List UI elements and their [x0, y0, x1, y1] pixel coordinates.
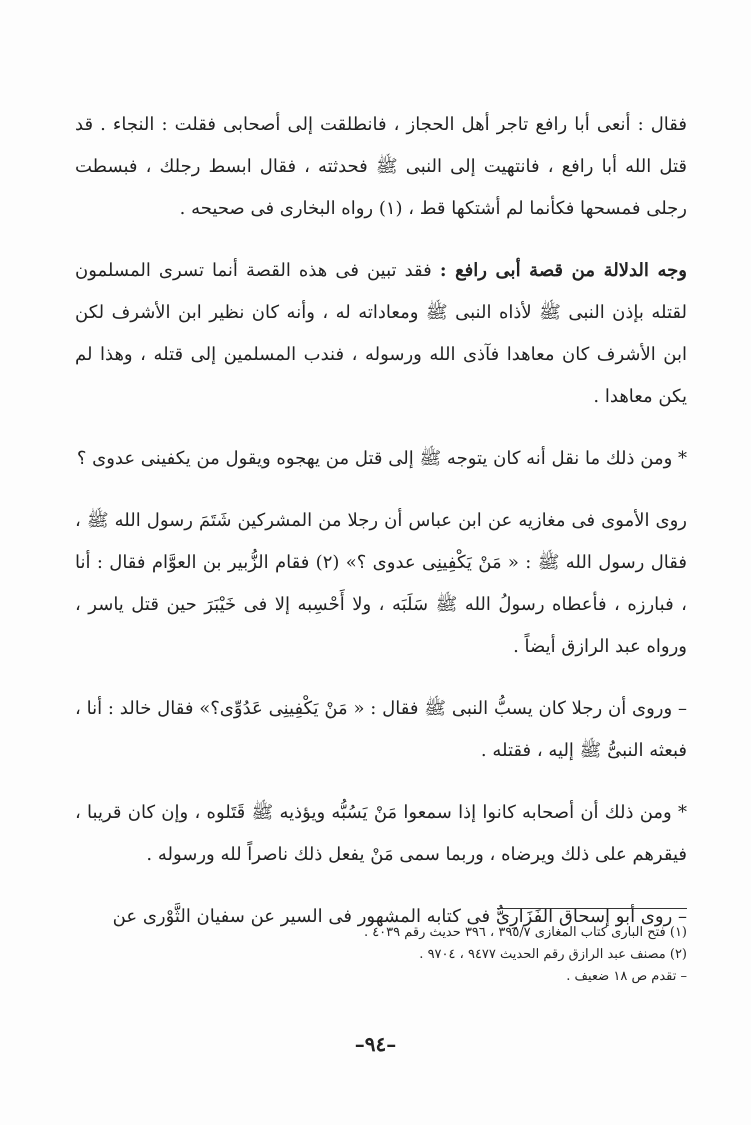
- paragraph-7: – روى أبو إسحاق الفَزَارِىُّ فى كتابه المشهور فى السير عن سفيان الثَّوْرى عن: [112, 906, 687, 927]
- main-text: [75, 104, 687, 958]
- page-number: –٩٤–: [354, 1032, 397, 1056]
- paragraph-2-text: فقد تبين فى هذه القصة أنما تسرى المسلمون لقتله بإذن النبى ﷺ لأذاه النبى ﷺ ومعاداته له ، وأنه كان نظير ابن الأشرف لكن ابن الأشرف كان معاهدا فآذى الله ورسوله ، فندب المسلمين إلى قتله ، وهذا لم يكن معاهدا .: [75, 260, 687, 407]
- section-heading: وجه الدلالة من قصة أبى رافع :: [439, 260, 687, 281]
- paragraph-1: فقال : أنعى أبا رافع تاجر أهل الحجاز ، فانطلقت إلى أصحابى فقلت : النجاء . قد قتل الله أبا رافع ، فانتهيت إلى النبى ﷺ فحدثته ، فقال ابسط رجلك ، فبسطت رجلى فمسحها فكأنما لم أشتكها قط ، (١) رواه البخارى فى صحيحه .: [75, 114, 687, 219]
- footnote-3: – تقدم ص ١٨ ضعيف .: [566, 969, 687, 984]
- footnote-divider: [497, 908, 687, 909]
- paragraph-6: * ومن ذلك أن أصحابه كانوا إذا سمعوا مَنْ يَسُبُّه ويؤذيه ﷺ قَتَلوه ، وإن كان قريبا ، فيقرهم على ذلك ويرضاه ، وربما سمى مَنْ يفعل ذلك ناصراً لله ورسوله .: [75, 802, 688, 865]
- footnote-1: (١) فتح البارى كتاب المغازى ٣٩٥/٧ ، ٣٩٦ حديث رقم ٤٠٣٩ .: [363, 925, 687, 940]
- paragraph-5: – وروى أن رجلا كان يسبُّ النبى ﷺ فقال : « مَنْ يَكْفِينِى عَدُوِّى؟» فقال خالد : أنا ، فبعثه النبىُّ ﷺ إليه ، فقتله .: [75, 698, 687, 761]
- paragraph-2: [75, 250, 687, 418]
- paragraph-4: روى الأموى فى مغازيه عن ابن عباس أن رجلا من المشركين شَتَمَ رسول الله ﷺ ، فقال رسول الله ﷺ : « مَنْ يَكْفِينِى عدوى ؟» (٢) فقام الزُّبير بن العوَّام فقال : أنا ، فبارزه ، فأعطاه رسولُ الله ﷺ سَلَبَه ، ولا أَحْسِبه إلا فى خَيْبَرَ حين قتل ياسر ، ورواه عبد الرازق أيضاً .: [75, 510, 687, 657]
- paragraph-3: * ومن ذلك ما نقل أنه كان يتوجه ﷺ إلى قتل من يهجوه ويقول من يكفينى عدوى ؟: [76, 448, 687, 469]
- footnote-2: (٢) مصنف عبد الرازق رقم الحديث ٩٤٧٧ ، ٩٧٠٤ .: [419, 947, 687, 962]
- footnotes: [75, 922, 687, 988]
